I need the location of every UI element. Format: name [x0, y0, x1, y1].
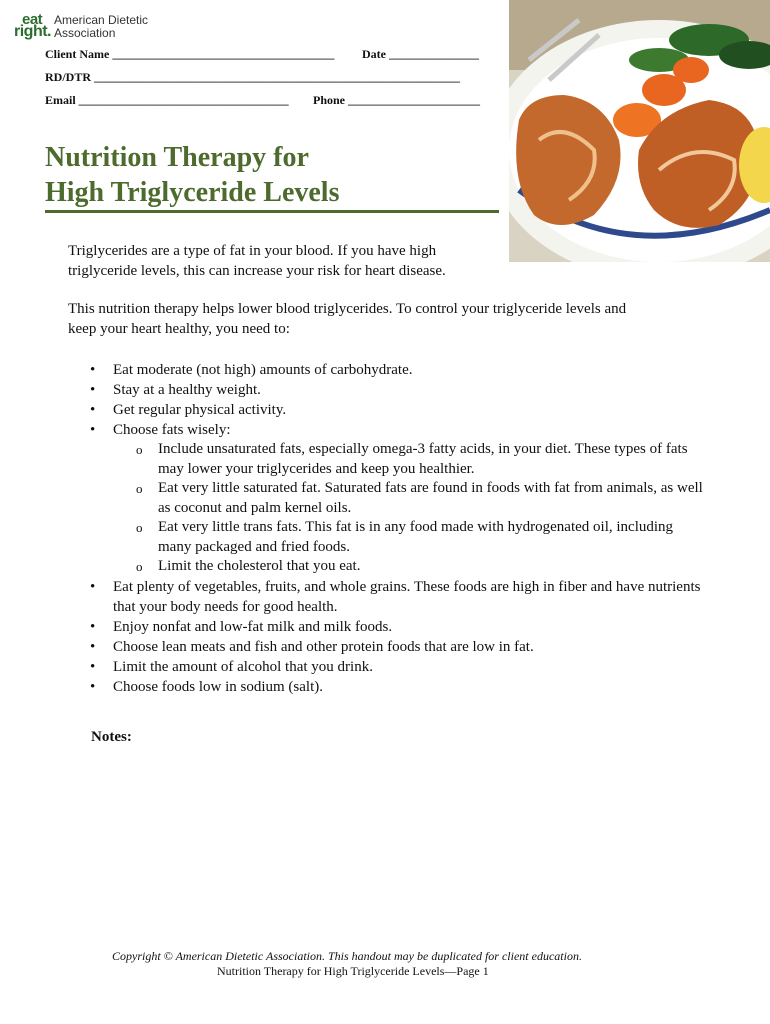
bullet-icon: •	[90, 638, 96, 655]
bullet-text: Limit the amount of alcohol that you drink.	[113, 658, 373, 675]
bullet-text: Choose foods low in sodium (salt).	[113, 678, 323, 695]
copyright-notice: Copyright © American Dietetic Association. This handout may be duplicated for client education.	[112, 949, 582, 963]
page-footer: Nutrition Therapy for High Triglyceride Levels—Page 1	[217, 964, 489, 978]
logo-org-line2: Association	[54, 26, 116, 40]
list-item	[68, 657, 708, 677]
list-item	[68, 360, 708, 380]
sub-list-item	[113, 518, 708, 557]
title-divider	[45, 210, 499, 213]
bullet-icon: •	[90, 382, 96, 398]
intro-p2-line1: This nutrition therapy helps lower blood triglycerides. To control your triglyceride levels and	[68, 301, 627, 317]
list-item	[68, 637, 708, 657]
sub-list-item	[113, 440, 708, 479]
list-item	[68, 677, 708, 697]
sub-list-item	[113, 557, 708, 577]
recommendation-list	[68, 360, 708, 697]
fats-sublist	[113, 440, 708, 577]
salmon-plate-photo	[509, 0, 770, 262]
sub-bullet-text: Limit the cholesterol that you eat.	[158, 558, 361, 574]
bullet-icon: •	[90, 422, 96, 438]
logo-right-text: right.	[14, 23, 51, 40]
sub-bullet-text: Eat very little trans fats. This fat is in any food made with hydrogenated oil, including many packaged and fried foods.	[158, 519, 674, 555]
sub-list-item	[113, 479, 708, 518]
date-field[interactable]: Date _______________	[362, 47, 479, 61]
email-field[interactable]: Email ___________________________________	[45, 93, 289, 107]
client-name-field[interactable]: Client Name _____________________________________	[45, 47, 335, 61]
intro-p2-line2: keep your heart healthy, you need to:	[68, 321, 290, 337]
logo-eat-text: eat	[22, 11, 43, 28]
logo-org-name	[54, 14, 148, 40]
bullet-icon: •	[90, 578, 96, 595]
list-item	[68, 420, 708, 577]
sub-bullet-icon: o	[136, 442, 143, 457]
list-item	[68, 617, 708, 637]
intro-p1-line2: triglyceride levels, this can increase your risk for heart disease.	[68, 263, 446, 279]
intro-p1-line1: Triglycerides are a type of fat in your blood. If you have high	[68, 243, 437, 259]
list-item	[68, 577, 708, 617]
bullet-icon: •	[90, 402, 96, 418]
title-line-2: High Triglyceride Levels	[45, 177, 340, 208]
sub-bullet-text: Eat very little saturated fat. Saturated fats are found in foods with fat from animals, as well as coconut and palm kernel oils.	[158, 480, 703, 516]
salmon-plate-illustration	[509, 0, 770, 262]
bullet-icon: •	[90, 658, 96, 675]
title-line-1: Nutrition Therapy for	[45, 142, 309, 173]
bullet-text: Eat moderate (not high) amounts of carbohydrate.	[113, 362, 413, 378]
bullet-text: Get regular physical activity.	[113, 402, 287, 418]
bullet-text: Eat plenty of vegetables, fruits, and whole grains. These foods are high in fiber and have nutrients that your body needs for good health.	[113, 578, 701, 615]
bullet-text: Enjoy nonfat and low-fat milk and milk foods.	[113, 618, 393, 635]
list-item	[68, 380, 708, 400]
page-title	[45, 140, 505, 210]
intro-paragraph-1	[68, 241, 446, 281]
sub-bullet-icon: o	[136, 559, 143, 574]
notes-label: Notes:	[91, 729, 132, 745]
logo	[14, 11, 154, 40]
logo-org-line1: American Dietetic	[54, 13, 149, 27]
bullet-icon: •	[90, 362, 96, 378]
bullet-text: Choose lean meats and fish and other protein foods that are low in fat.	[113, 638, 534, 655]
bullet-text: Choose fats wisely:	[113, 422, 231, 438]
bullet-icon: •	[90, 618, 96, 635]
sub-bullet-icon: o	[136, 481, 143, 496]
bullet-icon: •	[90, 678, 96, 695]
eatright-logo-mark	[14, 11, 54, 40]
list-item	[68, 400, 708, 420]
bullet-text: Stay at a healthy weight.	[113, 382, 261, 398]
sub-bullet-text: Include unsaturated fats, especially omega-3 fatty acids, in your diet. These types of fats may lower your triglycerides and keep you healthier.	[158, 441, 688, 477]
rd-dtr-field[interactable]: RD/DTR _____________________________________________________________	[45, 70, 461, 84]
sub-bullet-icon: o	[136, 520, 143, 535]
intro-paragraph-2	[68, 299, 708, 339]
phone-field[interactable]: Phone ______________________	[313, 93, 481, 107]
